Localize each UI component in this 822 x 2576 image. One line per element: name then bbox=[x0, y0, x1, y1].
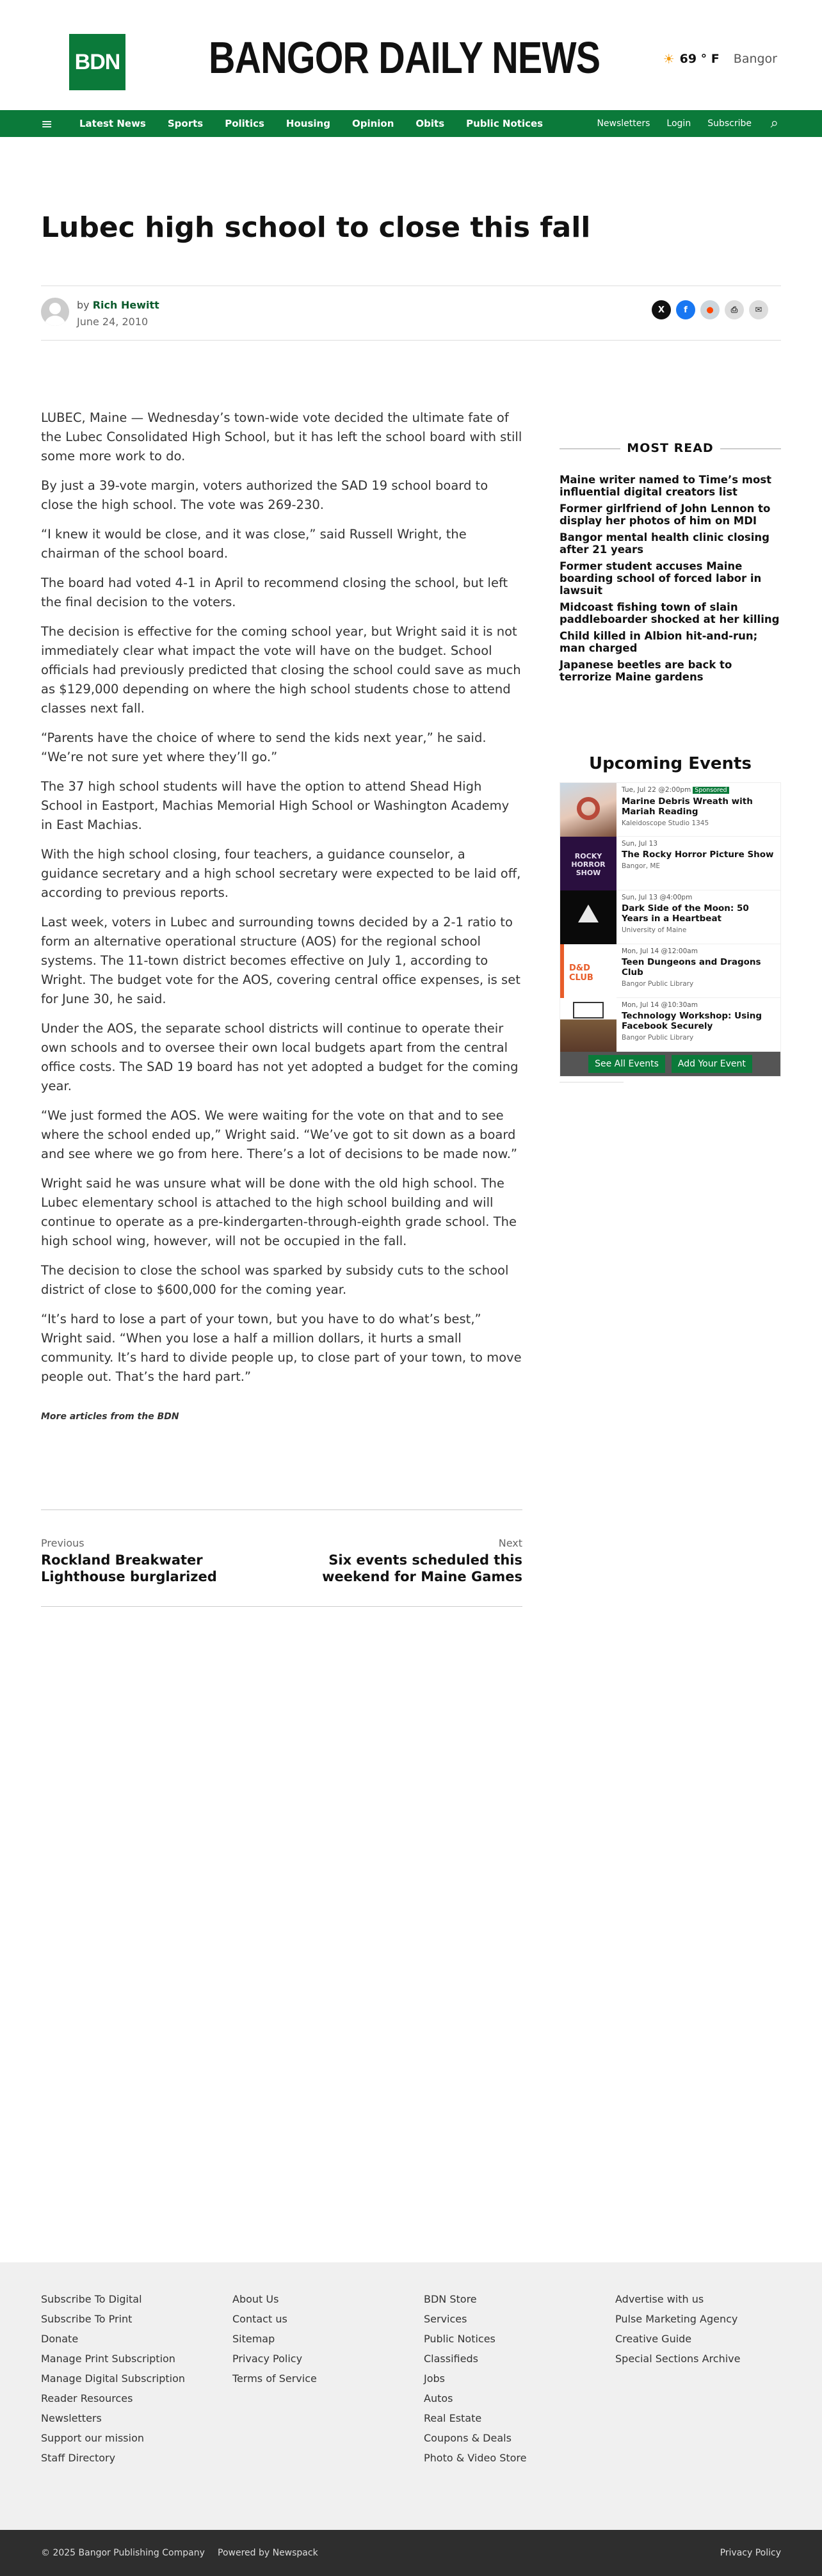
email-share-icon[interactable]: ✉ bbox=[749, 300, 768, 319]
footer-link[interactable]: Support our mission bbox=[41, 2432, 145, 2444]
event-item[interactable] bbox=[560, 837, 780, 890]
footer-link[interactable]: Services bbox=[424, 2313, 467, 2325]
event-thumbnail[interactable] bbox=[560, 944, 616, 998]
footer bbox=[0, 2262, 822, 2530]
nav-account bbox=[597, 118, 752, 129]
event-info bbox=[616, 783, 780, 836]
previous-title[interactable]: Rockland Breakwater Lighthouse burglarized bbox=[41, 1552, 217, 1584]
upcoming-events-widget bbox=[560, 754, 781, 1077]
footer-link[interactable]: Contact us bbox=[232, 2313, 287, 2325]
next-title[interactable]: Six events scheduled this weekend for Maine Games bbox=[322, 1552, 522, 1584]
nav-subscribe[interactable]: Subscribe bbox=[707, 118, 752, 129]
footer-link[interactable]: Sitemap bbox=[232, 2333, 275, 2345]
event-title[interactable]: Dark Side of the Moon: 50 Years in a Heartbeat bbox=[622, 903, 749, 924]
event-title[interactable]: Teen Dungeons and Dragons Club bbox=[622, 957, 761, 978]
dnd-club-poster-text: D&D CLUB bbox=[569, 963, 593, 983]
article-headline: Lubec high school to close this fall bbox=[41, 211, 591, 244]
event-date-text: Tue, Jul 22 @2:00pm bbox=[622, 786, 691, 794]
privacy-policy-link[interactable]: Privacy Policy bbox=[720, 2548, 781, 2558]
event-venue: Kaleidoscope Studio 1345 bbox=[622, 819, 709, 827]
sponsored-badge: Sponsored bbox=[693, 787, 729, 794]
footer-link[interactable]: Advertise with us bbox=[615, 2293, 704, 2305]
nav-item-latest-news[interactable]: Latest News bbox=[79, 118, 146, 129]
byline bbox=[77, 299, 159, 311]
article-paragraph: Last week, voters in Lubec and surrounding towns decided by a 2-1 ratio to form an alternative operational structure (AOS) for the regional school systems. The 11-town district becomes effective on July 1, according to Wright. The budget vote for the AOS, covering central office expenses, is set for June 30, he said. bbox=[41, 915, 520, 1006]
footer-col-advertise bbox=[615, 2289, 740, 2369]
article-paragraph: By just a 39-vote margin, voters authorized the SAD 19 school board to close the high school. The vote was 269-230. bbox=[41, 478, 488, 512]
event-date: Sun, Jul 13 @4:00pm bbox=[622, 894, 693, 901]
footer-link[interactable]: Staff Directory bbox=[41, 2452, 116, 2464]
add-event-button[interactable]: Add Your Event bbox=[672, 1055, 752, 1073]
article-paragraph: The 37 high school students will have the option to attend Shead High School in Eastport, Machias Memorial High School or Washington Academy in East Machias. bbox=[41, 779, 510, 832]
article-paragraph: With the high school closing, four teachers, a guidance counselor, a guidance secretary and a high school secretary were expected to be laid off, according to previous reports. bbox=[41, 847, 521, 900]
event-item[interactable] bbox=[560, 998, 780, 1052]
article-paragraph: The decision is effective for the coming school year, but Wright said it is not immediately clear what impact the vote will have on the budget. School officials had previously predicted that closing the school could save as much as $129,000 depending on where the high school students chose to attend classes next fall. bbox=[41, 624, 521, 716]
reddit-share-icon[interactable]: ● bbox=[700, 300, 720, 319]
byline-prefix: by bbox=[77, 299, 90, 311]
copyright: © 2025 Bangor Publishing Company bbox=[41, 2548, 205, 2558]
article-paragraph: The decision to close the school was sparked by subsidy cuts to the school district of close to $600,000 for the coming year. bbox=[41, 1263, 509, 1297]
footer-link[interactable]: Donate bbox=[41, 2333, 79, 2345]
footer-link[interactable]: Pulse Marketing Agency bbox=[615, 2313, 738, 2325]
most-read-item[interactable]: Child killed in Albion hit-and-run; man charged bbox=[560, 630, 758, 654]
footer-bottom-bar bbox=[0, 2530, 822, 2576]
footer-link[interactable]: Subscribe To Digital bbox=[41, 2293, 142, 2305]
most-read-item[interactable]: Midcoast fishing town of slain paddleboarder shocked at her killing bbox=[560, 601, 780, 625]
nav-login[interactable]: Login bbox=[666, 118, 691, 129]
powered-by-link[interactable]: Powered by Newspack bbox=[218, 2548, 318, 2558]
nav-item-opinion[interactable]: Opinion bbox=[351, 118, 394, 129]
footer-link[interactable]: Manage Digital Subscription bbox=[41, 2372, 186, 2385]
footer-link[interactable]: Reader Resources bbox=[41, 2392, 133, 2404]
most-read-title: MOST READ bbox=[620, 441, 720, 455]
weather-temp: 69 ° F bbox=[679, 52, 720, 66]
more-articles-link[interactable]: More articles from the BDN bbox=[41, 1412, 179, 1422]
share-buttons bbox=[652, 300, 768, 319]
footer-link[interactable]: About Us bbox=[232, 2293, 279, 2305]
author-avatar[interactable] bbox=[41, 298, 69, 326]
event-thumbnail[interactable] bbox=[560, 998, 616, 1052]
weather-city: Bangor bbox=[733, 52, 777, 66]
nav-item-politics[interactable]: Politics bbox=[225, 118, 264, 129]
prism-icon bbox=[578, 905, 599, 922]
rocky-horror-poster-text: ROCKY HORROR SHOW bbox=[571, 852, 606, 877]
event-date: Sun, Jul 13 bbox=[622, 840, 658, 848]
see-all-events-button[interactable]: See All Events bbox=[588, 1055, 665, 1073]
footer-link[interactable]: Privacy Policy bbox=[232, 2353, 303, 2365]
article-paragraph: “Parents have the choice of where to send the kids next year,” he said. “We’re not sure yet where they’ll go.” bbox=[41, 730, 487, 764]
footer-link[interactable]: Public Notices bbox=[424, 2333, 496, 2345]
publish-date: June 24, 2010 bbox=[77, 316, 149, 328]
laptop-icon bbox=[573, 1002, 604, 1018]
footer-link[interactable]: Real Estate bbox=[424, 2412, 482, 2424]
byline-bar bbox=[41, 286, 781, 341]
article-paragraph: “I knew it would be close, and it was close,” said Russell Wright, the chairman of the school board. bbox=[41, 527, 467, 561]
footer-link[interactable]: Creative Guide bbox=[615, 2333, 692, 2345]
event-venue: Bangor Public Library bbox=[622, 1034, 694, 1042]
footer-link[interactable]: Photo & Video Store bbox=[424, 2452, 527, 2464]
partly-sunny-icon: ☀ bbox=[663, 51, 675, 67]
event-thumbnail[interactable] bbox=[560, 837, 616, 890]
search-icon[interactable]: ⌕ bbox=[770, 115, 778, 131]
footer-link[interactable]: Terms of Service bbox=[232, 2372, 317, 2385]
event-date: Mon, Jul 14 @12:00am bbox=[622, 947, 698, 955]
main-nav bbox=[0, 110, 822, 137]
event-date: Mon, Jul 14 @10:30am bbox=[622, 1001, 698, 1009]
event-title[interactable]: Technology Workshop: Using Facebook Securely bbox=[622, 1011, 762, 1031]
article-body bbox=[41, 408, 522, 1426]
footer-link[interactable]: Jobs bbox=[424, 2372, 445, 2385]
event-thumbnail[interactable] bbox=[560, 890, 616, 944]
next-label: Next bbox=[498, 1537, 522, 1549]
nav-item-obits[interactable]: Obits bbox=[415, 118, 445, 129]
post-navigation bbox=[41, 1509, 522, 1607]
article-paragraph: Under the AOS, the separate school districts will continue to operate their own schools and to oversee their own local budgets apart from the central office costs. The SAD 19 board has not yet adopted a budget for the coming year. bbox=[41, 1021, 519, 1093]
print-icon[interactable]: ⎙ bbox=[725, 300, 744, 319]
most-read-widget bbox=[560, 441, 781, 688]
most-read-item[interactable]: Former student accuses Maine boarding school of forced labor in lawsuit bbox=[560, 560, 762, 597]
event-thumbnail[interactable] bbox=[560, 783, 616, 837]
event-item[interactable] bbox=[560, 944, 780, 998]
most-read-heading bbox=[560, 441, 781, 463]
event-venue: Bangor Public Library bbox=[622, 980, 694, 988]
article-paragraph: Wright said he was unsure what will be done with the old high school. The Lubec elementary school is attached to the high school building and will continue to operate as a pre-kindergarten-through-eighth grade school. The high school wing, however, will not be occupied in the fall. bbox=[41, 1176, 517, 1248]
event-item[interactable] bbox=[560, 783, 780, 837]
footer-link[interactable]: BDN Store bbox=[424, 2293, 477, 2305]
bdn-logo[interactable]: BDN bbox=[69, 34, 125, 90]
footer-col-about bbox=[232, 2289, 317, 2388]
event-date bbox=[622, 785, 775, 795]
previous-label: Previous bbox=[41, 1537, 85, 1549]
footer-link[interactable]: Newsletters bbox=[41, 2412, 102, 2424]
events-actions bbox=[560, 1052, 780, 1076]
event-info bbox=[616, 837, 779, 890]
x-share-icon[interactable]: X bbox=[652, 300, 671, 319]
event-info bbox=[616, 890, 780, 944]
site-title[interactable]: BANGOR DAILY NEWS bbox=[209, 33, 600, 83]
article-paragraph: LUBEC, Maine — Wednesday’s town-wide vote decided the ultimate fate of the Lubec Consolidated High School, but it has left the school board with still some more work to do. bbox=[41, 410, 522, 463]
most-read-item[interactable]: Japanese beetles are back to terrorize Maine gardens bbox=[560, 659, 732, 683]
event-title[interactable]: Marine Debris Wreath with Mariah Reading bbox=[622, 796, 753, 817]
nav-item-sports[interactable]: Sports bbox=[167, 118, 204, 129]
article-paragraph: The board had voted 4-1 in April to recommend closing the school, but left the final decision to the voters. bbox=[41, 576, 508, 609]
hamburger-menu-icon[interactable]: ≡ bbox=[41, 117, 53, 133]
previous-article-link[interactable] bbox=[41, 1537, 246, 1585]
sidebar-divider bbox=[560, 1082, 624, 1083]
footer-link[interactable]: Coupons & Deals bbox=[424, 2432, 512, 2444]
article-paragraph: “It’s hard to lose a part of your town, but you have to do what’s best,” Wright said. “When you lose a half a million dollars, it hurts a small community. It’s hard to divide people up, to close part of your town, to move people out. That’s the hard part.” bbox=[41, 1312, 522, 1384]
facebook-share-icon[interactable]: f bbox=[676, 300, 695, 319]
event-item[interactable] bbox=[560, 890, 780, 944]
article-paragraph: “We just formed the AOS. We were waiting for the vote on that and to see where the school ended up,” Wright said. “We’ve got to sit down as a board and see where we go from here. There’s a lot of decisions to be made now.” bbox=[41, 1108, 517, 1161]
footer-col-subscribe bbox=[41, 2289, 185, 2468]
masthead bbox=[0, 0, 822, 110]
events-list bbox=[560, 782, 781, 1077]
most-read-item[interactable]: Former girlfriend of John Lennon to display her photos of him on MDI bbox=[560, 503, 771, 527]
event-venue: Bangor, ME bbox=[622, 862, 661, 870]
footer-link[interactable]: Special Sections Archive bbox=[615, 2353, 741, 2365]
footer-link[interactable]: Manage Print Subscription bbox=[41, 2353, 175, 2365]
weather-widget[interactable] bbox=[663, 51, 777, 67]
most-read-item[interactable]: Bangor mental health clinic closing after 21 years bbox=[560, 531, 770, 556]
nav-newsletters[interactable]: Newsletters bbox=[597, 118, 650, 129]
footer-link[interactable]: Autos bbox=[424, 2392, 453, 2404]
wreath-icon bbox=[577, 797, 600, 820]
most-read-item[interactable]: Maine writer named to Time’s most influential digital creators list bbox=[560, 474, 772, 498]
event-info bbox=[616, 944, 780, 997]
nav-item-public-notices[interactable]: Public Notices bbox=[466, 118, 544, 129]
nav-item-housing[interactable]: Housing bbox=[286, 118, 330, 129]
footer-col-services bbox=[424, 2289, 527, 2468]
events-heading: Upcoming Events bbox=[589, 754, 752, 773]
footer-link[interactable]: Classifieds bbox=[424, 2353, 478, 2365]
nav-sections bbox=[79, 118, 543, 129]
event-venue: University of Maine bbox=[622, 926, 687, 934]
author-link[interactable]: Rich Hewitt bbox=[92, 299, 159, 311]
most-read-list bbox=[560, 474, 781, 683]
footer-link[interactable]: Subscribe To Print bbox=[41, 2313, 133, 2325]
event-info bbox=[616, 998, 780, 1051]
next-article-link[interactable] bbox=[292, 1537, 522, 1585]
event-title[interactable]: The Rocky Horror Picture Show bbox=[622, 849, 774, 860]
